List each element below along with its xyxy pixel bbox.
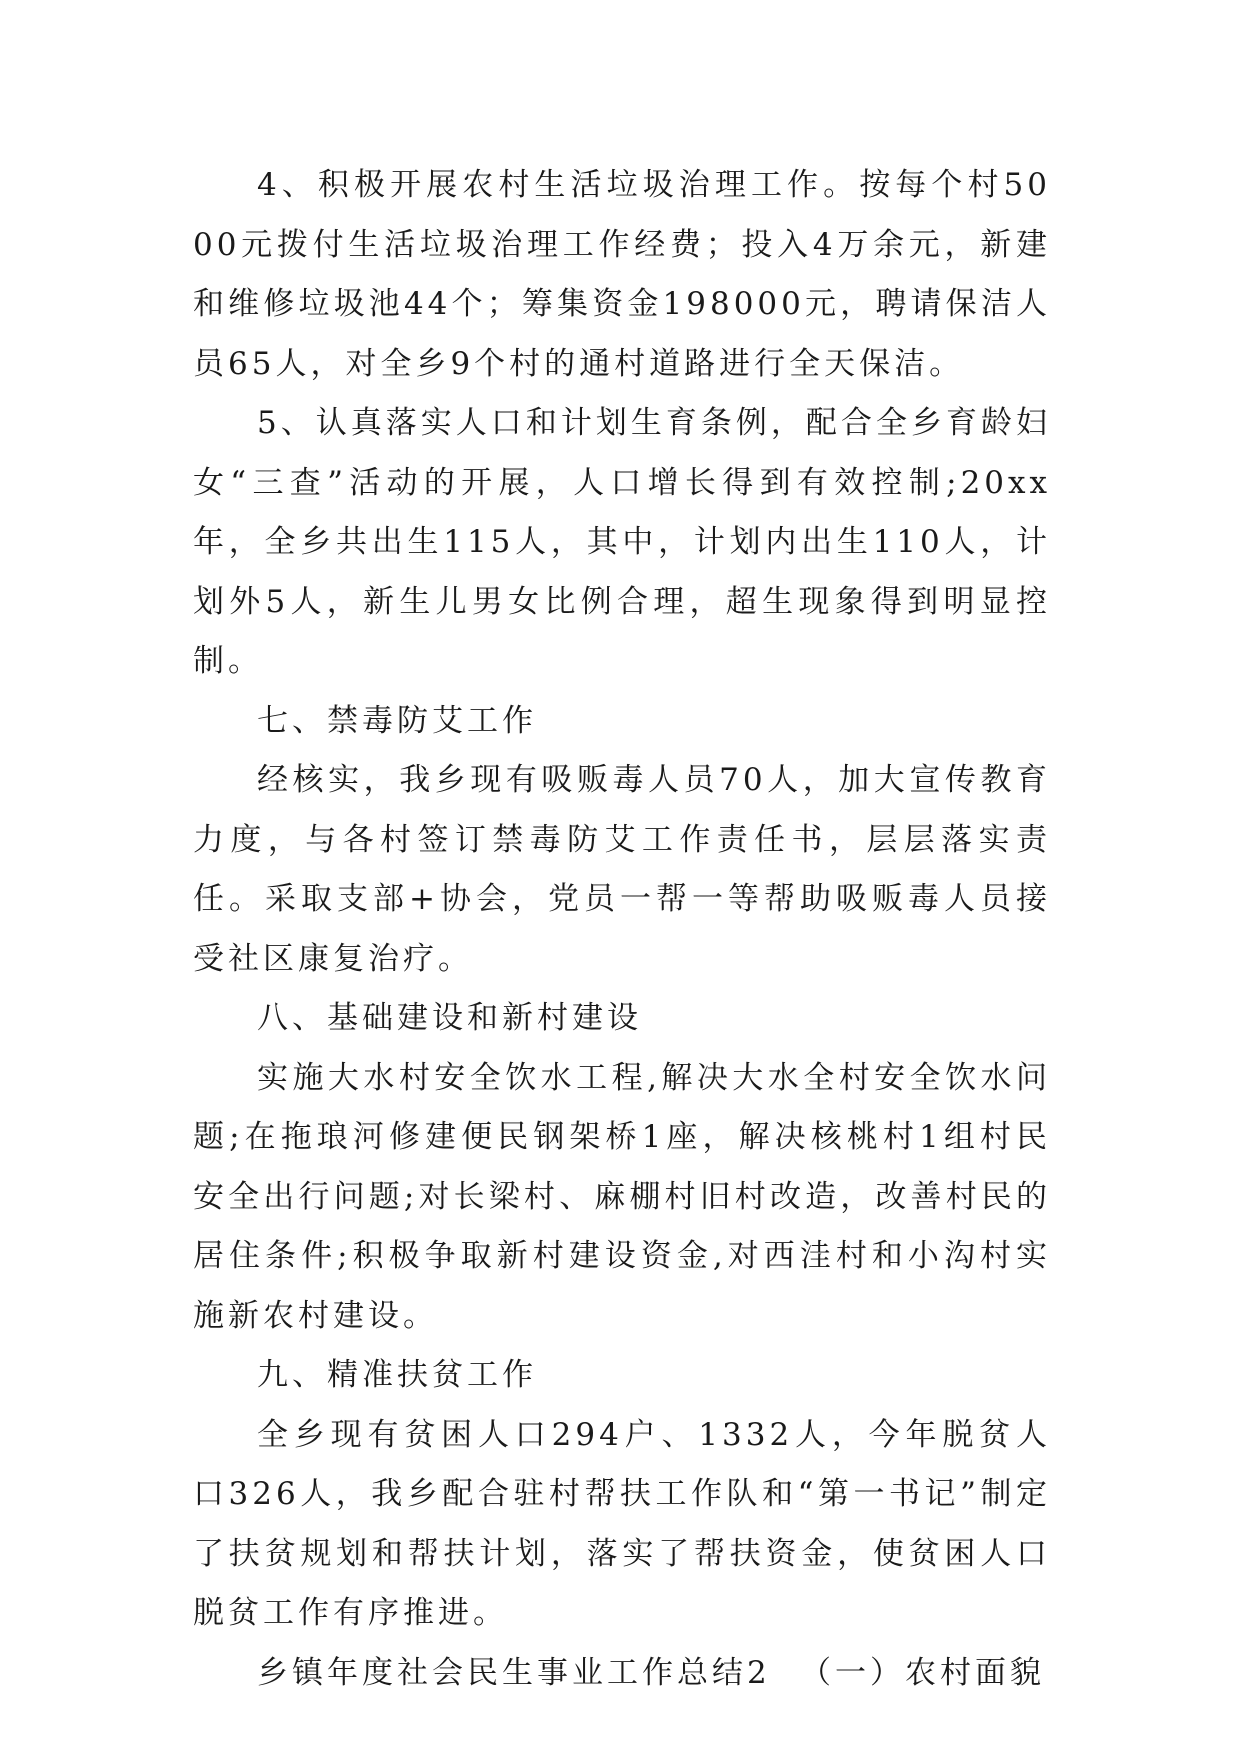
document-page: [193, 156, 1051, 1703]
paragraph-infrastructure: 实施大水村安全饮水工程,解决大水全村安全饮水问题;在拖琅河修建便民钢架桥1座，解决核桃村1组村民安全出行问题;对长梁村、麻棚村旧村改造，改善村民的居住条件;积极争取新村建设资金,对西洼村和小沟村实施新农村建设。: [193, 1059, 1051, 1334]
closing-line: [193, 1644, 1051, 1704]
paragraph-poverty-alleviation: 全乡现有贫困人口294户、1332人，今年脱贫人口326人，我乡配合驻村帮扶工作队和“第一书记”制定了扶贫规划和帮扶计划，落实了帮扶资金，使贫困人口脱贫工作有序推进。: [193, 1416, 1051, 1631]
section-heading-infrastructure: 八、基础建设和新村建设: [257, 1000, 642, 1036]
paragraph-family-planning: 5、认真落实人口和计划生育条例，配合全乡育龄妇女“三查”活动的开展，人口增长得到有效控制;20xx年，全乡共出生115人，其中，计划内出生110人，计划外5人，新生儿男女比例合理，超生现象得到明显控制。: [193, 405, 1051, 679]
section-heading-poverty-alleviation: 九、精准扶贫工作: [257, 1357, 537, 1393]
paragraph-drug-prevention: 经核实，我乡现有吸贩毒人员70人，加大宣传教育力度，与各村签订禁毒防艾工作责任书，层层落实责任。采取支部+协会，党员一帮一等帮助吸贩毒人员接受社区康复治疗。: [193, 762, 1051, 977]
paragraph-garbage-treatment: 4、积极开展农村生活垃圾治理工作。按每个村5000元拨付生活垃圾治理工作经费；投入4万余元，新建和维修垃圾池44个；筹集资金198000元，聘请保洁人员65人，对全乡9个村的通村道路进行全天保洁。: [193, 167, 1051, 382]
section-heading-drug-prevention: 七、禁毒防艾工作: [257, 702, 537, 739]
closing-subheading: （一）农村面貌: [800, 1654, 1045, 1691]
closing-title: 乡镇年度社会民生事业工作总结2: [257, 1654, 771, 1691]
